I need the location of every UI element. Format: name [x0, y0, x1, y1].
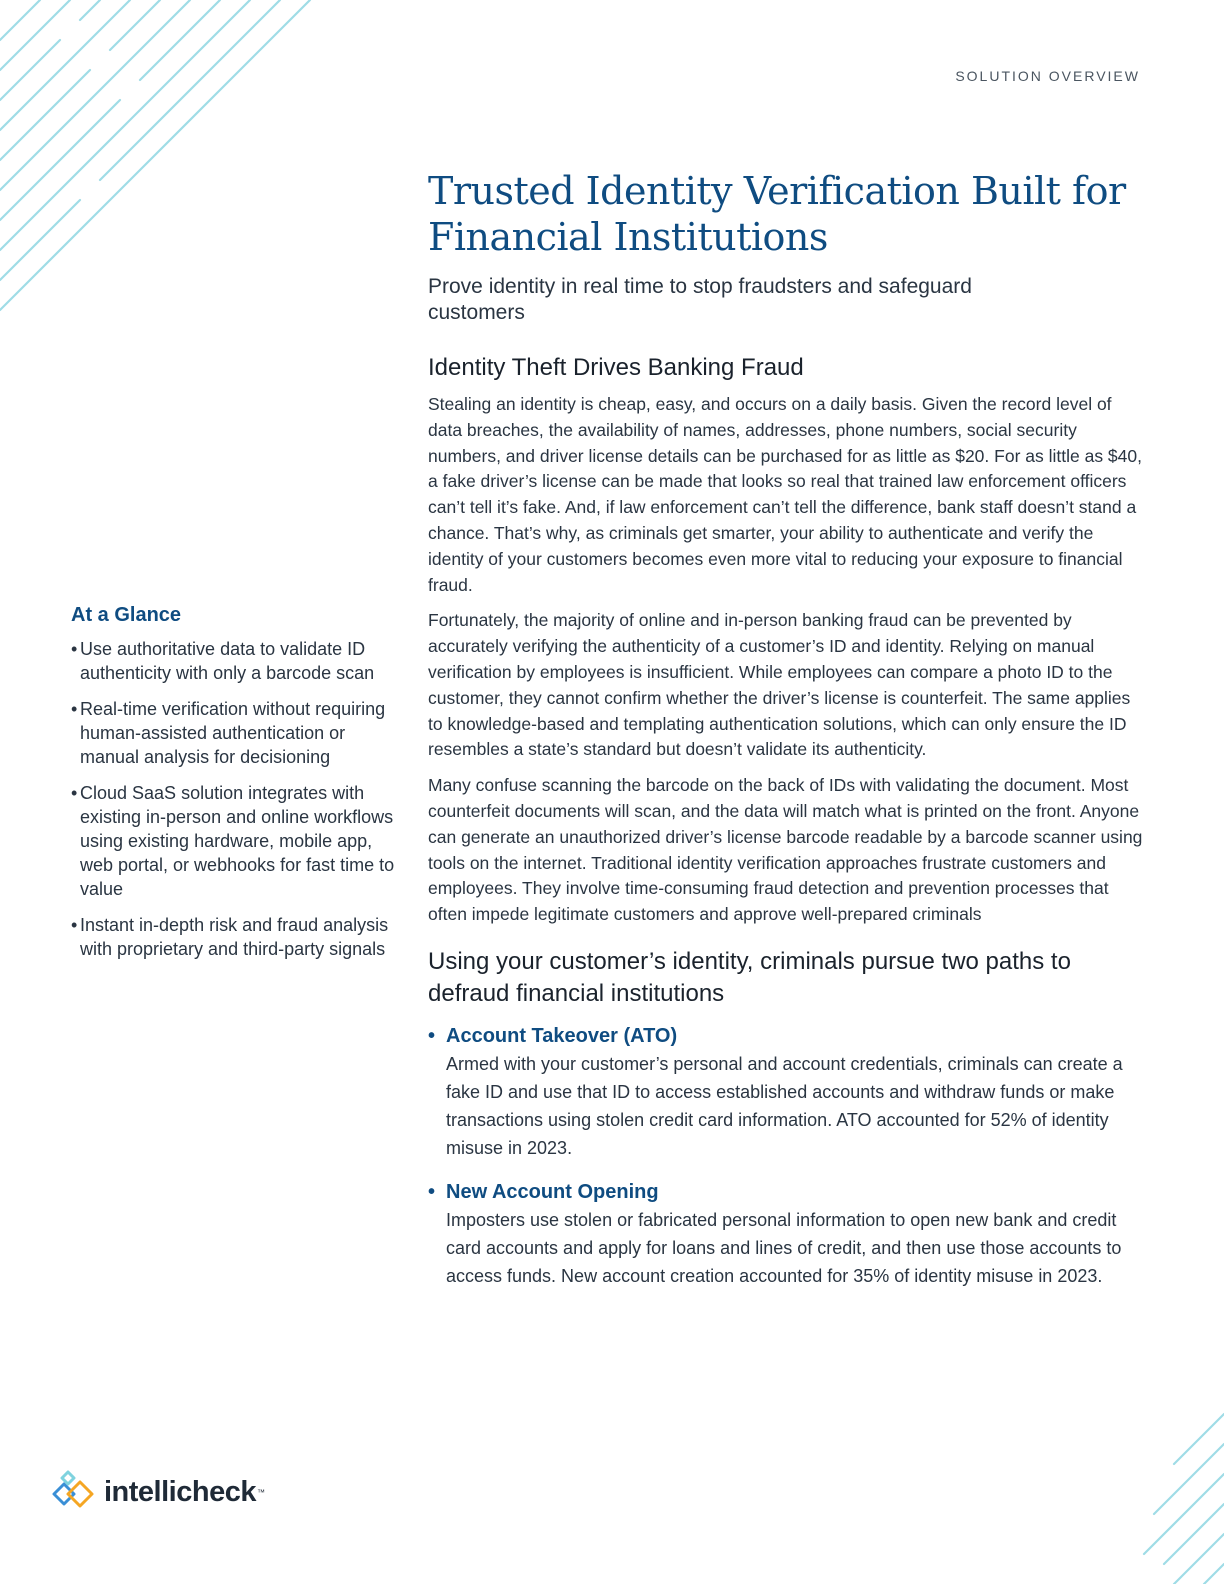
- fraud-path-title: Account Takeover (ATO): [446, 1024, 678, 1047]
- fraud-path-item: [428, 1178, 1148, 1290]
- at-a-glance-sidebar: [71, 604, 401, 973]
- trademark-mark: ™: [256, 1487, 265, 1497]
- page-title: Trusted Identity Verification Built for Financial Institutions: [428, 169, 1126, 259]
- section-heading: Identity Theft Drives Banking Fraud: [428, 354, 804, 381]
- list-item: • Use authoritative data to validate ID authenticity with only a barcode scan: [71, 639, 375, 683]
- main-content: [428, 352, 1148, 1306]
- list-item: • Real-time verification without requiring human-assisted authentication or manual analysis for decisioning: [71, 699, 386, 767]
- document-eyebrow: SOLUTION OVERVIEW: [955, 68, 1140, 84]
- fraud-path-title: New Account Opening: [446, 1180, 659, 1203]
- body-paragraph: Fortunately, the majority of online and in-person banking fraud can be prevented by accurately verifying the authenticity of a customer’s ID and identity. Relying on manual verification by employees is insufficient. While employees can compare a photo ID to the customer, they cannot confirm whether the driver’s license is counterfeit. The same applies to knowledge-based and templating authentication solutions, which can only ensure the ID resembles a state’s standard but doesn’t validate its authenticity.: [428, 610, 1131, 760]
- fraud-path-body: Armed with your customer’s personal and account credentials, criminals can create a fake ID and use that ID to access established accounts and withdraw funds or make transactions using stolen credit card information. ATO accounted for 52% of identity misuse in 2023.: [446, 1053, 1123, 1158]
- section-heading: Using your customer’s identity, criminals pursue two paths to defraud financial institutions: [428, 947, 1071, 1007]
- at-a-glance-title: At a Glance: [71, 604, 182, 626]
- decorative-lines-top-left: [0, 0, 320, 330]
- decorative-lines-bottom-right: [1134, 1404, 1224, 1584]
- at-a-glance-list: [71, 637, 401, 961]
- list-item: • Cloud SaaS solution integrates with existing in-person and online workflows using existing hardware, mobile app, web portal, or webhooks for fast time to value: [71, 783, 395, 899]
- bullet-dot: •: [71, 639, 78, 659]
- fraud-path-item: [428, 1022, 1148, 1162]
- list-item: • Instant in-depth risk and fraud analysis with proprietary and third-party signals: [71, 915, 389, 959]
- body-paragraph: Stealing an identity is cheap, easy, and occurs on a daily basis. Given the record level of data breaches, the availability of names, addresses, phone numbers, social security numbers, and driver license details can be purchased for as little as $20. For as little as $40, a fake driver’s license can be made that looks so real that trained law enforcement officers can’t tell it’s fake. And, if law enforcement can’t tell the difference, bank staff doesn’t stand a chance. That’s why, as criminals get smarter, your ability to authenticate and verify the identity of your customers becomes even more vital to reducing your exposure to financial fraud.: [428, 394, 1142, 595]
- bullet-dot: •: [428, 1180, 436, 1203]
- bullet-dot: •: [428, 1024, 436, 1047]
- body-paragraph: Many confuse scanning the barcode on the back of IDs with validating the document. Most counterfeit documents will scan, and the data will match what is printed on the front. Anyone can generate an unauthorized driver’s license barcode readable by a barcode scanner using tools on the internet. Traditional identity verification approaches frustrate customers and employees. They involve time-consuming fraud detection and prevention processes that often impede legitimate customers and approve well-prepared criminals: [428, 775, 1143, 925]
- bullet-dot: •: [71, 699, 78, 719]
- bullet-dot: •: [71, 915, 78, 935]
- intellicheck-logo: [48, 1470, 265, 1514]
- logo-wordmark: intellicheck: [104, 1475, 256, 1508]
- intellicheck-logo-mark-icon: [48, 1470, 100, 1514]
- page-subtitle: Prove identity in real time to stop fraudsters and safeguard customers: [428, 275, 972, 324]
- fraud-path-body: Imposters use stolen or fabricated personal information to open new bank and credit card accounts and apply for loans and lines of credit, and then use those accounts to access funds. New account creation accounted for 35% of identity misuse in 2023.: [446, 1209, 1122, 1286]
- bullet-dot: •: [71, 783, 78, 803]
